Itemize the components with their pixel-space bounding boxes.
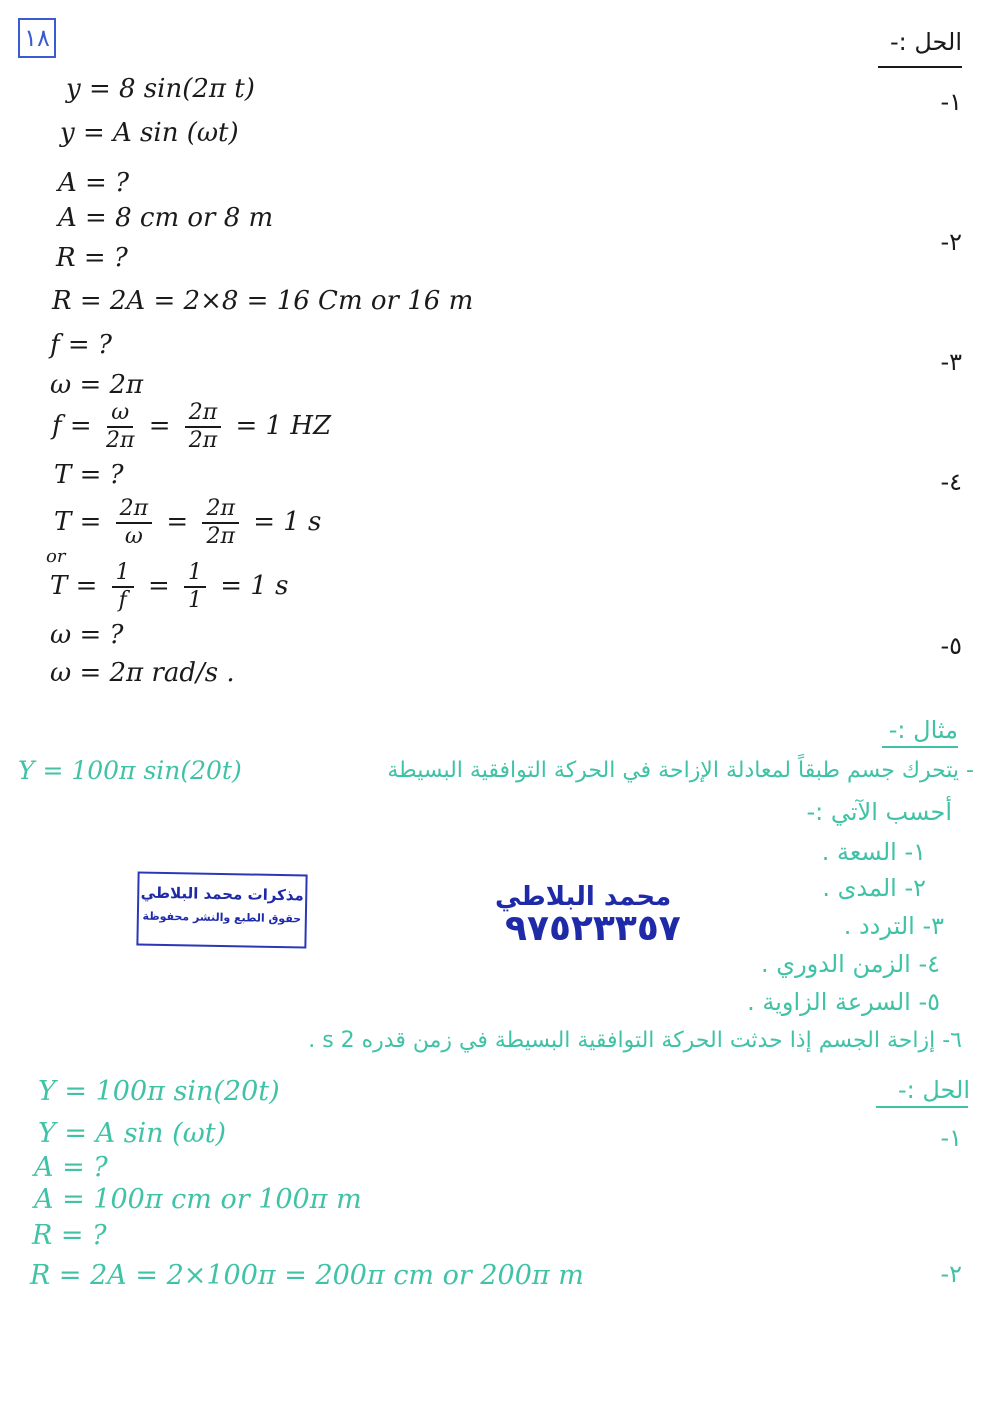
fraction-1-over-1 xyxy=(184,562,206,612)
equation-line-8: ω = 2π xyxy=(50,370,144,400)
example-ask: أحسب الآتي :- xyxy=(806,798,952,826)
example-label: مثال :- xyxy=(888,716,958,744)
equation-line-6: R = 2A = 2×8 = 16 Cm or 16 m xyxy=(52,286,474,316)
fraction-numerator: ω xyxy=(107,402,133,428)
fraction-2pi-over-2pi xyxy=(202,498,238,548)
author-stamp-phone: ٩٧٥٢٣٣٥٧ xyxy=(505,908,681,949)
fraction-numerator: 1 xyxy=(184,562,206,588)
solution2-line-6: R = 2A = 2×100π = 200π cm or 200π m xyxy=(30,1260,584,1291)
fraction-denominator: 1 xyxy=(188,588,202,613)
solution-label: الحل :- xyxy=(889,28,962,56)
solution2-line-4: A = 100π cm or 100π m xyxy=(34,1184,362,1215)
example-item-6: ٦- إزاحة الجسم إذا حدثت الحركة التوافقية البسيطة في زمن قدره 2 s . xyxy=(308,1028,962,1053)
solution2-number-2: ٢- xyxy=(940,1260,962,1288)
equation-line-14: ω = 2π rad/s . xyxy=(50,658,235,688)
stamp-title: مذكرات محمد البلاطي xyxy=(140,883,304,905)
example-item-3: ٣- التردد . xyxy=(843,912,944,940)
solution2-number-1: ١- xyxy=(940,1124,962,1152)
solution2-line-5: R = ? xyxy=(32,1220,107,1251)
example-equation: Y = 100π sin(20t) xyxy=(18,756,242,785)
author-stamp-name: محمد البلاطي xyxy=(495,882,672,912)
equation-line-13: ω = ? xyxy=(50,620,124,650)
or-word: or xyxy=(46,546,66,567)
page-number-box xyxy=(18,18,56,58)
fraction-denominator: 2π xyxy=(188,428,218,453)
solution2-line-1: Y = 100π sin(20t) xyxy=(38,1076,280,1107)
equals-sign: = xyxy=(148,411,171,441)
example-item-1: ١- السعة . xyxy=(821,838,926,866)
solution2-line-2: Y = A sin (ωt) xyxy=(38,1118,227,1149)
solution2-line-3: A = ? xyxy=(34,1152,108,1183)
copyright-stamp xyxy=(136,872,307,949)
fraction-1-over-f xyxy=(112,562,134,612)
equals-sign: = xyxy=(147,571,170,601)
equals-sign: = xyxy=(166,507,189,537)
fraction-omega-over-2pi xyxy=(106,402,134,452)
part1-number-1: ١- xyxy=(940,88,962,116)
period-result: = 1 s xyxy=(220,571,289,601)
frequency-start: f = xyxy=(52,411,92,441)
fraction-2pi-over-omega xyxy=(116,498,152,548)
equation-line-12 xyxy=(50,562,288,612)
example-underline xyxy=(882,746,958,748)
period-start: T = xyxy=(54,507,102,537)
frequency-result: = 1 HZ xyxy=(235,411,332,441)
example-item-4: ٤- الزمن الدوري . xyxy=(761,950,940,978)
period-result: = 1 s xyxy=(253,507,322,537)
equation-line-4: A = 8 cm or 8 m xyxy=(58,203,274,233)
fraction-numerator: 1 xyxy=(112,562,134,588)
solution2-underline xyxy=(876,1106,968,1108)
part1-number-2: ٢- xyxy=(940,228,962,256)
fraction-numerator: 2π xyxy=(202,498,238,524)
fraction-2pi-over-2pi xyxy=(185,402,221,452)
fraction-numerator: 2π xyxy=(185,402,221,428)
solution2-label: الحل :- xyxy=(897,1076,970,1104)
example-statement: - يتحرك جسم طبقاً لمعادلة الإزاحة في الحركة التوافقية البسيطة xyxy=(387,758,974,783)
equation-line-1: y = 8 sin(2π t) xyxy=(66,74,255,104)
fraction-denominator: ω xyxy=(124,524,143,549)
part1-number-5: ٥- xyxy=(940,632,962,660)
fraction-denominator: 2π xyxy=(206,524,235,549)
example-item-2: ٢- المدى . xyxy=(822,874,926,902)
equation-line-10: T = ? xyxy=(54,460,124,490)
period-start: T = xyxy=(50,571,98,601)
equation-line-7: f = ? xyxy=(50,330,112,360)
stamp-rights: حقوق الطبع والنشر محفوظة xyxy=(142,909,302,926)
fraction-denominator: f xyxy=(118,588,127,613)
equation-line-9 xyxy=(52,402,331,452)
equation-line-3: A = ? xyxy=(58,168,130,198)
solution-underline xyxy=(878,66,962,68)
fraction-numerator: 2π xyxy=(116,498,152,524)
example-item-5: ٥- السرعة الزاوية . xyxy=(747,988,940,1016)
equation-line-5: R = ? xyxy=(56,243,128,273)
equation-line-2: y = A sin (ωt) xyxy=(60,118,239,148)
page-number: ١٨ xyxy=(24,24,50,52)
fraction-denominator: 2π xyxy=(105,428,135,453)
equation-line-11 xyxy=(54,498,321,548)
part1-number-3: ٣- xyxy=(940,348,962,376)
part1-number-4: ٤- xyxy=(940,468,962,496)
